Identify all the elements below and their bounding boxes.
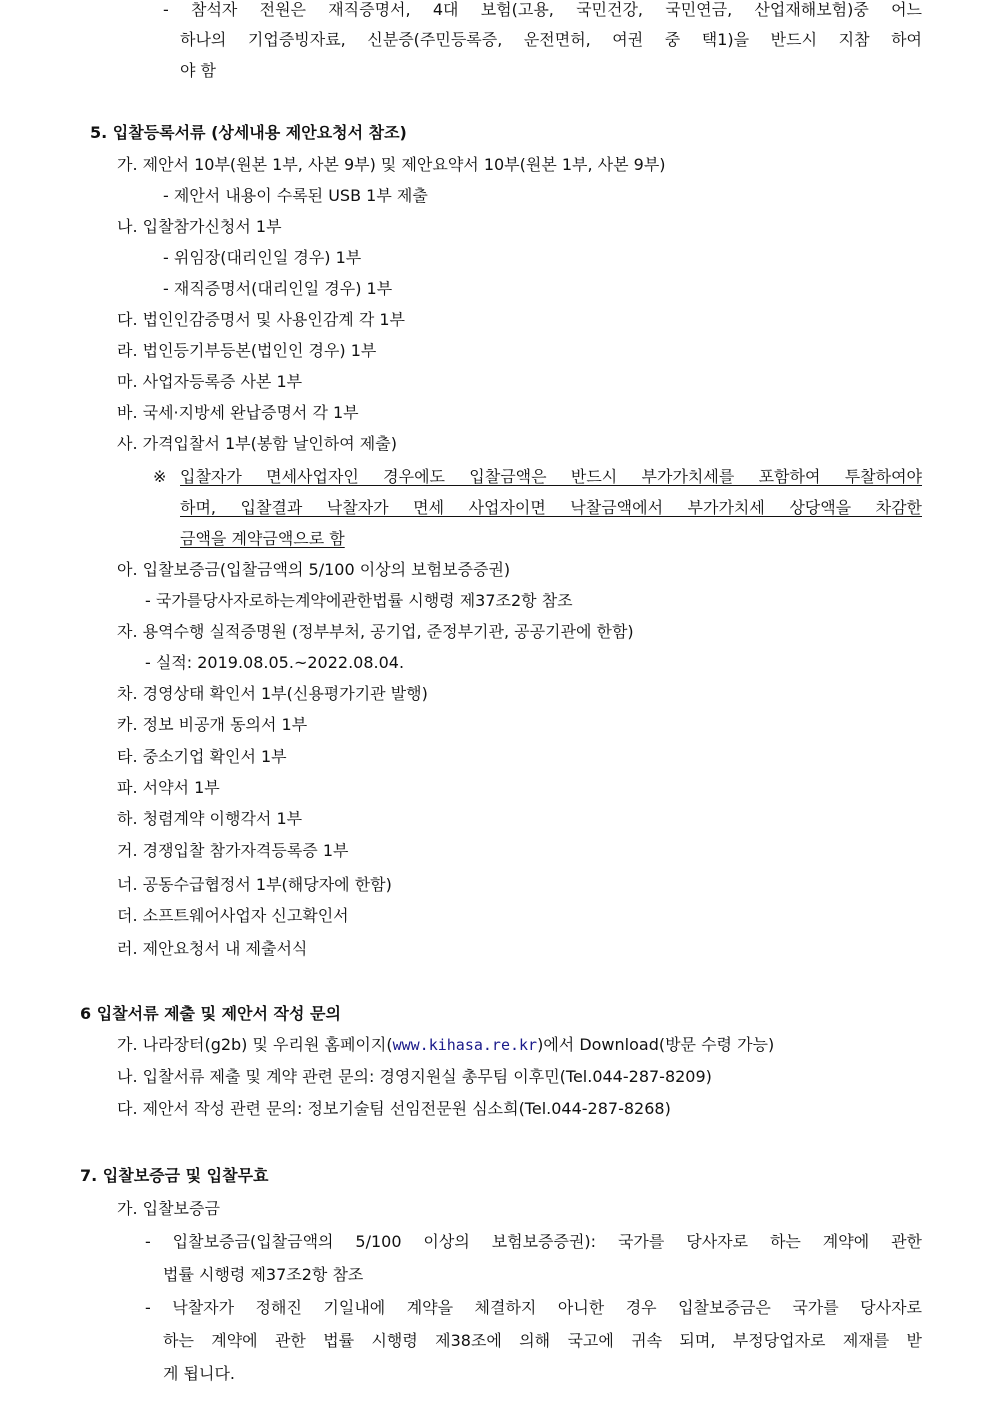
s5-item-a: 아. 입찰보증금(입찰금액의 5/100 이상의 보험보증증권): [117, 560, 511, 579]
s7-bullet-1-line-1: - 입찰보증금(입찰금액의 5/100 이상의 보험보증증권): 국가를 당사자로 하는 계약에 관한: [145, 1232, 922, 1251]
s5-item-a-sub: - 국가를당사자로하는계약에관한법률 시행령 제37조2항 참조: [145, 591, 573, 610]
s5-item-ha: 하. 청렴계약 이행각서 1부: [117, 809, 303, 828]
s5-item-reo: 러. 제안요청서 내 제출서식: [117, 939, 308, 958]
s5-item-geo: 거. 경쟁입찰 참가자격등록증 1부: [117, 841, 349, 860]
s5-item-neo: 너. 공동수급협정서 1부(해당자에 한함): [117, 875, 392, 894]
s5-item-ga-sub: - 제안서 내용이 수록된 USB 1부 제출: [163, 186, 428, 205]
s5-item-pa: 파. 서약서 1부: [117, 778, 220, 797]
s5-item-cha: 차. 경영상태 확인서 1부(신용평가기관 발행): [117, 684, 428, 703]
s7-item-ga: 가. 입찰보증금: [117, 1199, 220, 1218]
note-line-1: 입찰자가 면세사업자인 경우에도 입찰금액은 반드시 부가가치세를 포함하여 투찰하여야: [180, 467, 922, 486]
s5-item-na-sub-1: - 위임장(대리인일 경우) 1부: [163, 248, 362, 267]
s5-item-ka: 카. 정보 비공개 동의서 1부: [117, 715, 308, 734]
section-5-heading: 5. 입찰등록서류 (상세내용 제안요청서 참조): [90, 123, 407, 142]
s6-item-ga-suffix: )에서 Download(방문 수령 가능): [537, 1035, 775, 1054]
s7-bullet-2-line-1: - 낙찰자가 정해진 기일내에 계약을 체결하지 아니한 경우 입찰보증금은 국가를 당사자로: [145, 1298, 922, 1317]
s5-item-deo: 더. 소프트웨어사업자 신고확인서: [117, 906, 349, 925]
note-mark: ※: [153, 467, 167, 486]
s5-item-ga: 가. 제안서 10부(원본 1부, 사본 9부) 및 제안요약서 10부(원본 1부, 사본 9부): [117, 155, 666, 174]
note-line-3: 금액을 계약금액으로 함: [180, 529, 345, 548]
s5-item-na: 나. 입찰참가신청서 1부: [117, 217, 282, 236]
website-link[interactable]: www.kihasa.re.kr: [392, 1036, 538, 1054]
s5-item-ja-sub: - 실적: 2019.08.05.~2022.08.04.: [145, 653, 405, 672]
s5-item-ma: 마. 사업자등록증 사본 1부: [117, 372, 303, 391]
s7-bullet-2-line-2: 하는 계약에 관한 법률 시행령 제38조에 의해 국고에 귀속 되며, 부정당업자로 제재를 받: [163, 1331, 922, 1350]
s7-bullet-2-line-3: 게 됩니다.: [163, 1364, 235, 1383]
s5-item-ba: 바. 국세·지방세 완납증명서 각 1부: [117, 403, 359, 422]
s6-item-ga-prefix: 가. 나라장터(g2b) 및 우리원 홈페이지(: [117, 1035, 393, 1054]
section-7-heading: 7. 입찰보증금 및 입찰무효: [80, 1166, 269, 1185]
intro-line-1: - 참석자 전원은 재직증명서, 4대 보험(고용, 국민건강, 국민연금, 산업재해보험)중 어느: [163, 0, 922, 19]
s5-item-ta: 타. 중소기업 확인서 1부: [117, 747, 287, 766]
s6-item-ga: [117, 1034, 774, 1056]
note-line-2: 하며, 입찰결과 낙찰자가 면세 사업자이면 낙찰금액에서 부가가치세 상당액을 차감한: [180, 498, 922, 517]
s5-item-ra: 라. 법인등기부등본(법인인 경우) 1부: [117, 341, 377, 360]
s5-item-ja: 자. 용역수행 실적증명원 (정부부처, 공기업, 준정부기관, 공공기관에 한함): [117, 622, 634, 641]
s6-item-na: 나. 입찰서류 제출 및 계약 관련 문의: 경영지원실 총무팀 이후민(Tel.044-287-8209): [117, 1067, 712, 1086]
section-6-heading: 6 입찰서류 제출 및 제안서 작성 문의: [80, 1004, 341, 1023]
s6-item-da: 다. 제안서 작성 관련 문의: 정보기술팀 선임전문원 심소희(Tel.044-287-8268): [117, 1099, 671, 1118]
s5-item-sa: 사. 가격입찰서 1부(봉함 날인하여 제출): [117, 434, 397, 453]
s5-item-da: 다. 법인인감증명서 및 사용인감계 각 1부: [117, 310, 405, 329]
s5-item-na-sub-2: - 재직증명서(대리인일 경우) 1부: [163, 279, 393, 298]
s7-bullet-1-line-2: 법률 시행령 제37조2항 참조: [163, 1265, 364, 1284]
intro-line-3: 야 함: [180, 61, 216, 80]
intro-line-2: 하나의 기업증빙자료, 신분증(주민등록증, 운전면허, 여권 중 택1)을 반드시 지참 하여: [180, 30, 922, 49]
